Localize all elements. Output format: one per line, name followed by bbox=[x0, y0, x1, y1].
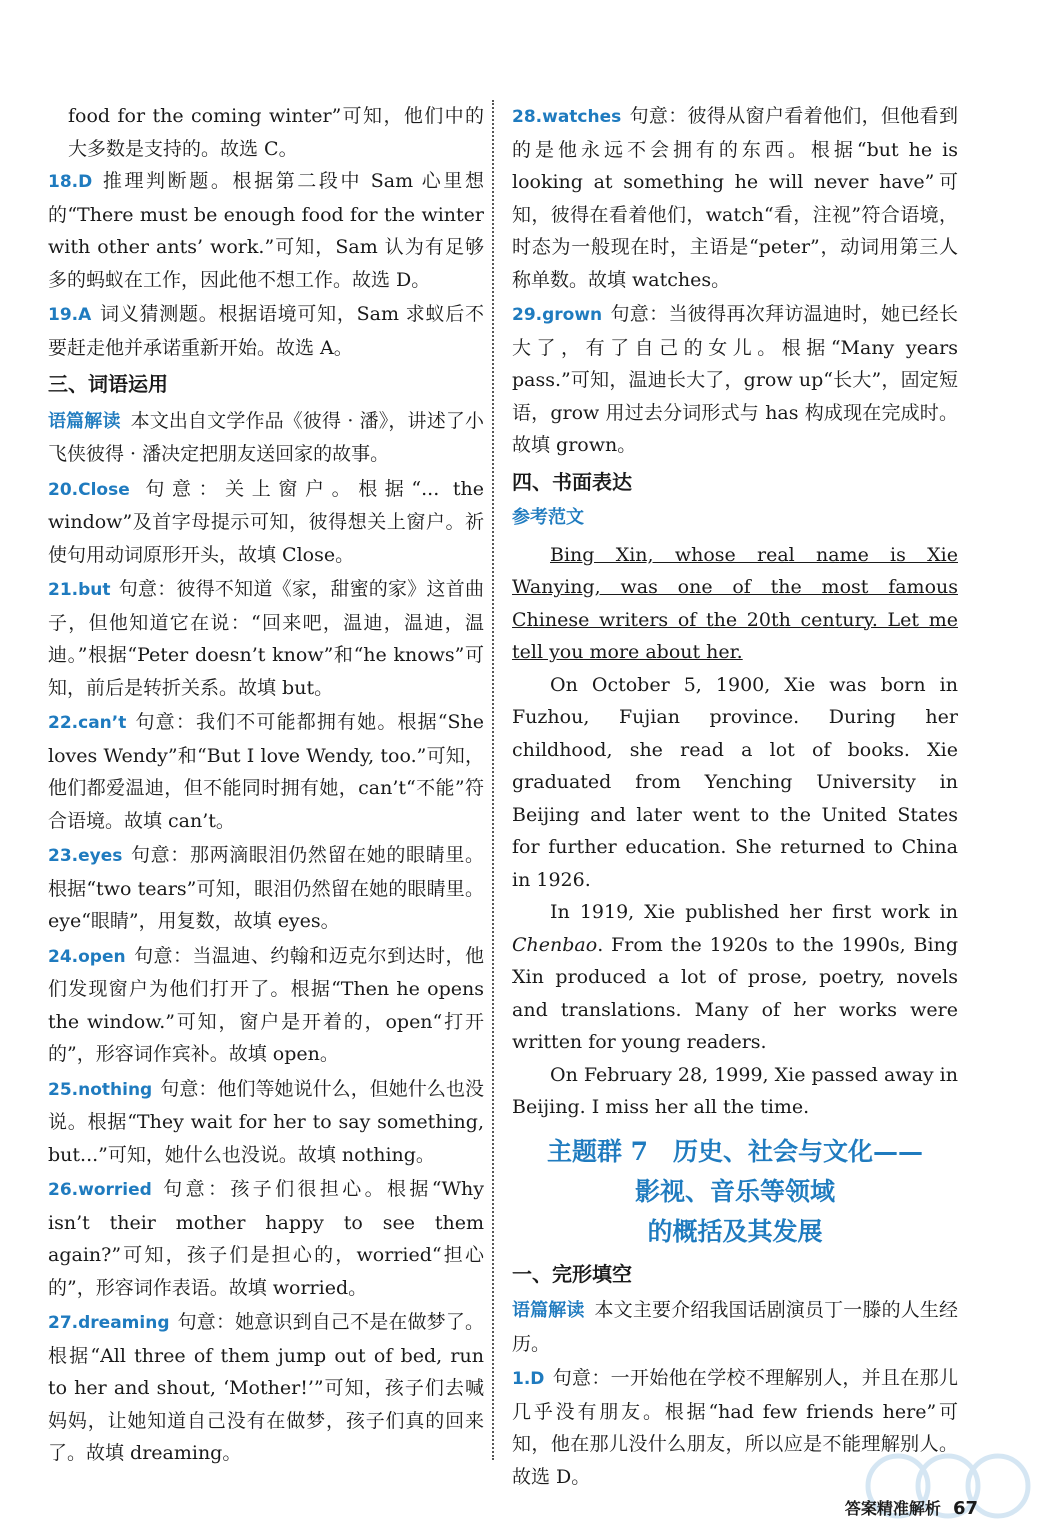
right-column bbox=[512, 100, 958, 1495]
theme-title-line-1: 主题群 7 历史、社会与文化—— bbox=[546, 1136, 924, 1166]
answer-number: 25.nothing bbox=[48, 1079, 153, 1100]
answer-25 bbox=[48, 1073, 484, 1172]
answer-number: 19.A bbox=[48, 305, 92, 325]
answer-text: 句意：一开始他在学校不理解别人，并且在那儿几乎没有朋友。根据“had few friends here”可知，他在那儿没什么朋友，所以应是不能理解别人。故选 D。 bbox=[512, 1367, 958, 1488]
section-heading-4: 四、书面表达 bbox=[512, 469, 632, 494]
answer-number: 20.Close bbox=[48, 479, 130, 500]
essay-p2-pre: In 1919, Xie published her first work in bbox=[550, 901, 958, 923]
section-heading-1: 一、完形填空 bbox=[512, 1261, 632, 1286]
column-divider bbox=[492, 100, 494, 1460]
sample-essay-tag: 参考范文 bbox=[512, 507, 584, 528]
page-number: 67 bbox=[952, 1498, 978, 1519]
answer-22 bbox=[48, 706, 484, 837]
answer-number: 1.D bbox=[512, 1369, 545, 1389]
answer-number: 18.D bbox=[48, 172, 93, 192]
passage-text: 本文主要介绍我国话剧演员丁一滕的人生经历。 bbox=[512, 1299, 958, 1355]
answer-18 bbox=[48, 165, 484, 296]
answer-number: 21.but bbox=[48, 580, 111, 600]
theme-title-line-2: 影视、音乐等领域 bbox=[634, 1176, 835, 1206]
answer-number: 29.grown bbox=[512, 305, 603, 325]
footer-label: 答案精准解析 bbox=[844, 1499, 941, 1518]
answer-29 bbox=[512, 298, 958, 462]
essay-p2-post: . From the 1920s to the 1990s, Bing Xin produced a lot of prose, poetry, novels and translations. Many of her works were written for young readers. bbox=[512, 933, 958, 1053]
answer-text: 句意：他们等她说什么，但她什么也没说。根据“They wait for her to say something, but...”可知，她什么也没说。故填 nothing。 bbox=[48, 1077, 484, 1166]
answer-text: 句意：孩子们很担心。根据“Why isn’t their mother happy to see them again?”可知，孩子们是担心的，worried“担心的”，形容词作表语。故填 worried。 bbox=[48, 1178, 484, 1299]
answer-text: 句意：关上窗户。根据“... the window”及首字母提示可知，彼得想关上窗户。祈使句用动词原形开头，故填 Close。 bbox=[48, 477, 484, 566]
answer-text: 句意：彼得不知道《家，甜蜜的家》这首曲子，但他知道它在说：“回来吧，温迪，温迪，温迪。”根据“Peter doesn’t know”和“he knows”可知，前后是转折关系。故填 but。 bbox=[48, 578, 484, 699]
answer-19 bbox=[48, 298, 484, 364]
essay-paragraph-3: On February 28, 1999, Xie passed away in Beijing. I miss her all the time. bbox=[512, 1063, 958, 1118]
answer-27 bbox=[48, 1306, 484, 1470]
answer-text: 推理判断题。根据第二段中 Sam 心里想的“There must be enough food for the winter with other ants’ work.”可知，Sam 认为有足够多的蚂蚁在工作，因此他不想工作。故选 D。 bbox=[48, 170, 484, 291]
section-heading-3: 三、词语运用 bbox=[48, 372, 168, 396]
answer-text: 句意：当温迪、约翰和迈克尔到达时，他们发现窗户为他们打开了。根据“Then he opens the window.”可知，窗户是开着的，open“打开的”，形容词作宾补。故填 open。 bbox=[48, 944, 484, 1065]
left-column bbox=[48, 100, 484, 1472]
essay-paragraph-1: On October 5, 1900, Xie was born in Fuzhou, Fujian province. During her childhood, she read a lot of books. Xie graduated from Yenching University in Beijing and later went to the United States for further education. She returned to China in 1926. bbox=[512, 673, 958, 891]
answer-26 bbox=[48, 1173, 484, 1304]
answer-number: 28.watches bbox=[512, 107, 622, 127]
passage-text: 本文出自文学作品《彼得 · 潘》，讲述了小飞侠彼得 · 潘决定把朋友送回家的故事。 bbox=[48, 409, 485, 465]
answer-text: 句意：那两滴眼泪仍然留在她的眼睛里。根据“two tears”可知，眼泪仍然留在她的眼睛里。eye“眼睛”，用复数，故填 eyes。 bbox=[48, 844, 484, 932]
essay-p2-italic: Chenbao bbox=[512, 933, 598, 956]
passage-note bbox=[48, 405, 484, 471]
passage-note bbox=[512, 1294, 958, 1360]
answer-number: 26.worried bbox=[48, 1180, 152, 1200]
essay-paragraph-2 bbox=[512, 896, 958, 1059]
answer-28 bbox=[512, 100, 958, 296]
answer-24 bbox=[48, 940, 484, 1071]
continued-answer: food for the coming winter”可知，他们中的大多数是支持的。故选 C。 bbox=[68, 105, 484, 160]
answer-21 bbox=[48, 573, 484, 704]
theme-title bbox=[512, 1132, 958, 1252]
page-footer bbox=[845, 1496, 978, 1519]
theme-title-line-3: 的概括及其发展 bbox=[647, 1216, 823, 1246]
passage-tag: 语篇解读 bbox=[512, 1300, 585, 1321]
answer-20 bbox=[48, 473, 484, 572]
answer-text: 句意：彼得从窗户看着他们，但他看到的是他永远不会拥有的东西。根据“but he is looking at something he will never have”可知，彼得在看着他们，watch“看，注视”符合语境，时态为一般现在时，主语是“peter”，动词用第三人称单数。故填 watches。 bbox=[512, 105, 958, 291]
answer-text: 句意：我们不可能都拥有她。根据“She loves Wendy”和“But I love Wendy, too.”可知，他们都爱温迪，但不能同时拥有她，can’t“不能”符合语境。故填 can’t。 bbox=[48, 711, 484, 832]
essay-intro bbox=[512, 539, 958, 669]
answer-number: 22.can’t bbox=[48, 713, 127, 733]
answer-number: 27.dreaming bbox=[48, 1313, 170, 1333]
answer-number: 24.open bbox=[48, 946, 126, 967]
answer-number: 23.eyes bbox=[48, 846, 123, 866]
passage-tag: 语篇解读 bbox=[48, 410, 121, 432]
essay-intro-text: Bing Xin, whose real name is Xie Wanying, was one of the most famous Chinese writers of the 20th century. Let me tell you more about her. bbox=[512, 543, 958, 663]
answer-text: 句意：她意识到自己不是在做梦了。根据“All three of them jump out of bed, run to her and shout, ‘Mother!’”可知，孩子们去喊妈妈，让她知道自己没有在做梦，孩子们真的回来了。故填 dreaming。 bbox=[48, 1311, 484, 1464]
answer-23 bbox=[48, 839, 484, 938]
answer-text: 句意：当彼得再次拜访温迪时，她已经长大了，有了自己的女儿。根据“Many years pass.”可知，温迪长大了，grow up“长大”，固定短语，grow 用过去分词形式与 has 构成现在完成时。故填 grown。 bbox=[512, 303, 958, 456]
answer-text: 词义猜测题。根据语境可知，Sam 求蚁后不要赶走他并承诺重新开始。故选 A。 bbox=[48, 303, 484, 359]
